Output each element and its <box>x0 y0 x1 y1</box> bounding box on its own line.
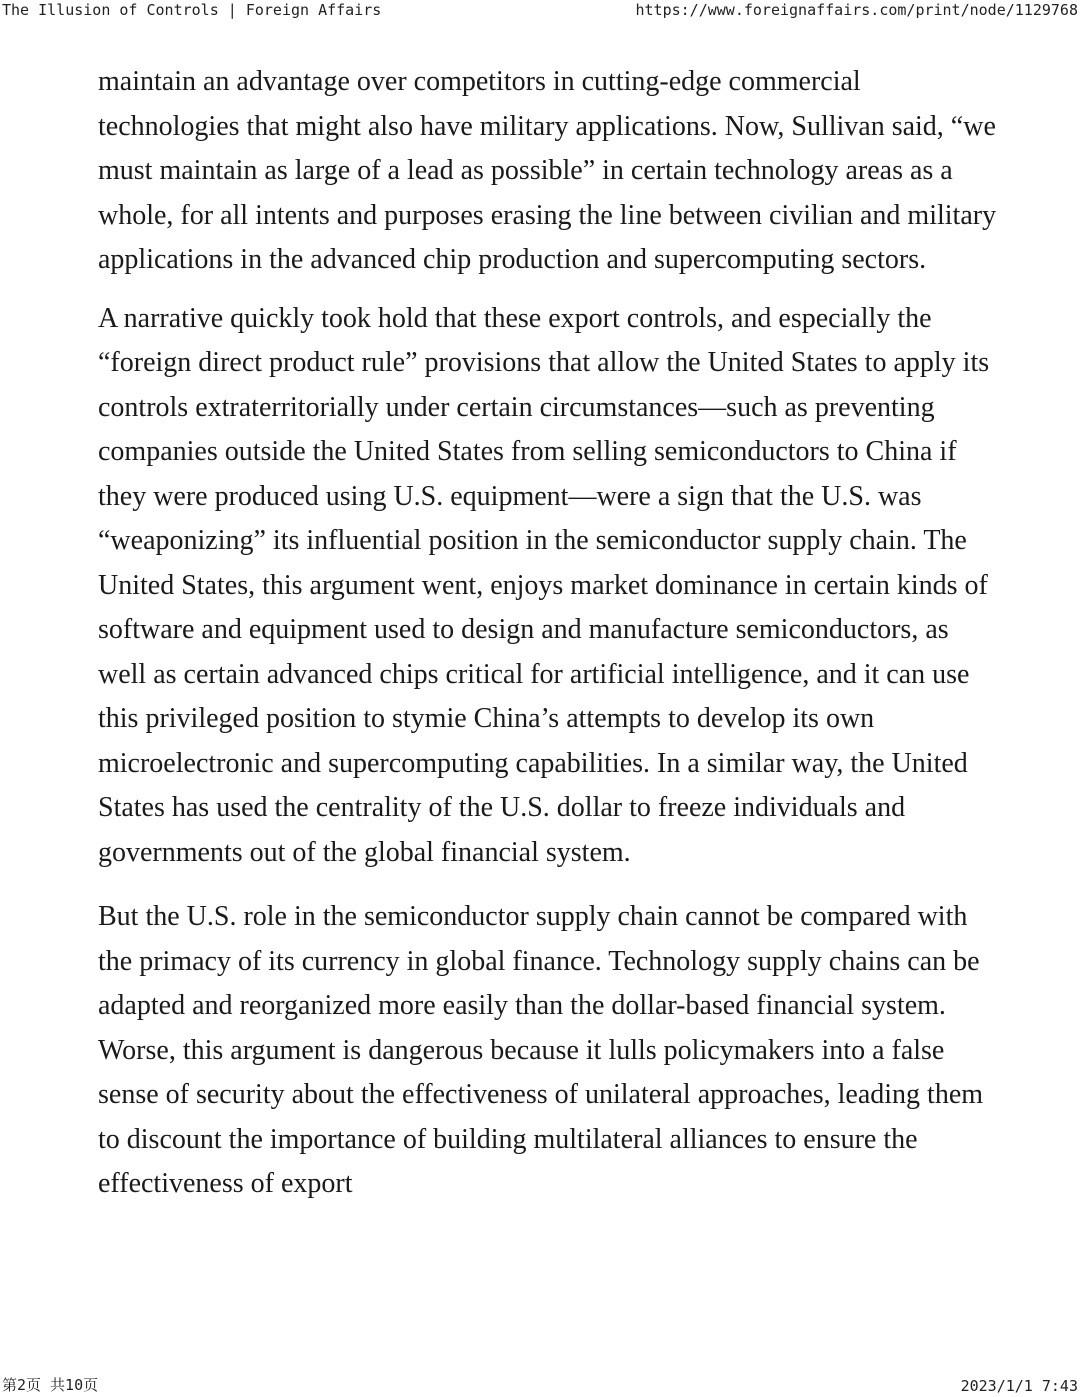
article-paragraph: But the U.S. role in the semiconductor supply chain cannot be compared with the primacy of its currency in global finance. Technology supply chains can be adapted and reorganized more easily than the dollar-based financial system. Worse, this argument is dangerous because it lulls policymakers into a false sense of security about the effectiveness of unilateral approaches, leading them to discount the importance of building multilateral alliances to ensure the effectiveness of export <box>98 901 984 1199</box>
page-url: https://www.foreignaffairs.com/print/node/1129768 <box>635 1 1078 19</box>
article-paragraph: A narrative quickly took hold that these export controls, and especially the “foreign direct product rule” provisions that allow the United States to apply its controls extraterritorially under certain circumstances—such as preventing companies outside the United States from selling semiconductors to China if they were produced using U.S. equipment—were a sign that the U.S. was “weaponizing” its influential position in the semiconductor supply chain. The United States, this argument went, enjoys market dominance in certain kinds of software and equipment used to design and manufacture semiconductors, as well as certain advanced chips critical for artificial intelligence, and it can use this privileged position to stymie China’s attempts to develop its own microelectronic and supercomputing capabilities. In a similar way, the United States has used the centrality of the U.S. dollar to freeze individuals and governments out of the global financial system. <box>98 302 990 868</box>
article-body <box>98 60 998 1221</box>
article-paragraph: maintain an advantage over competitors in cutting-edge commercial technologies that might also have military applications. Now, Sullivan said, “we must maintain as large of a lead as possible” in certain technology areas as a whole, for all intents and purposes erasing the line between civilian and military applications in the advanced chip production and supercomputing sectors. <box>98 66 997 275</box>
print-header <box>0 0 1080 22</box>
page-indicator: 第2页 共10页 <box>2 1376 99 1394</box>
print-timestamp: 2023/1/1 7:43 <box>960 1377 1078 1395</box>
page-title: The Illusion of Controls | Foreign Affairs <box>2 1 382 19</box>
print-footer <box>0 1375 1080 1397</box>
